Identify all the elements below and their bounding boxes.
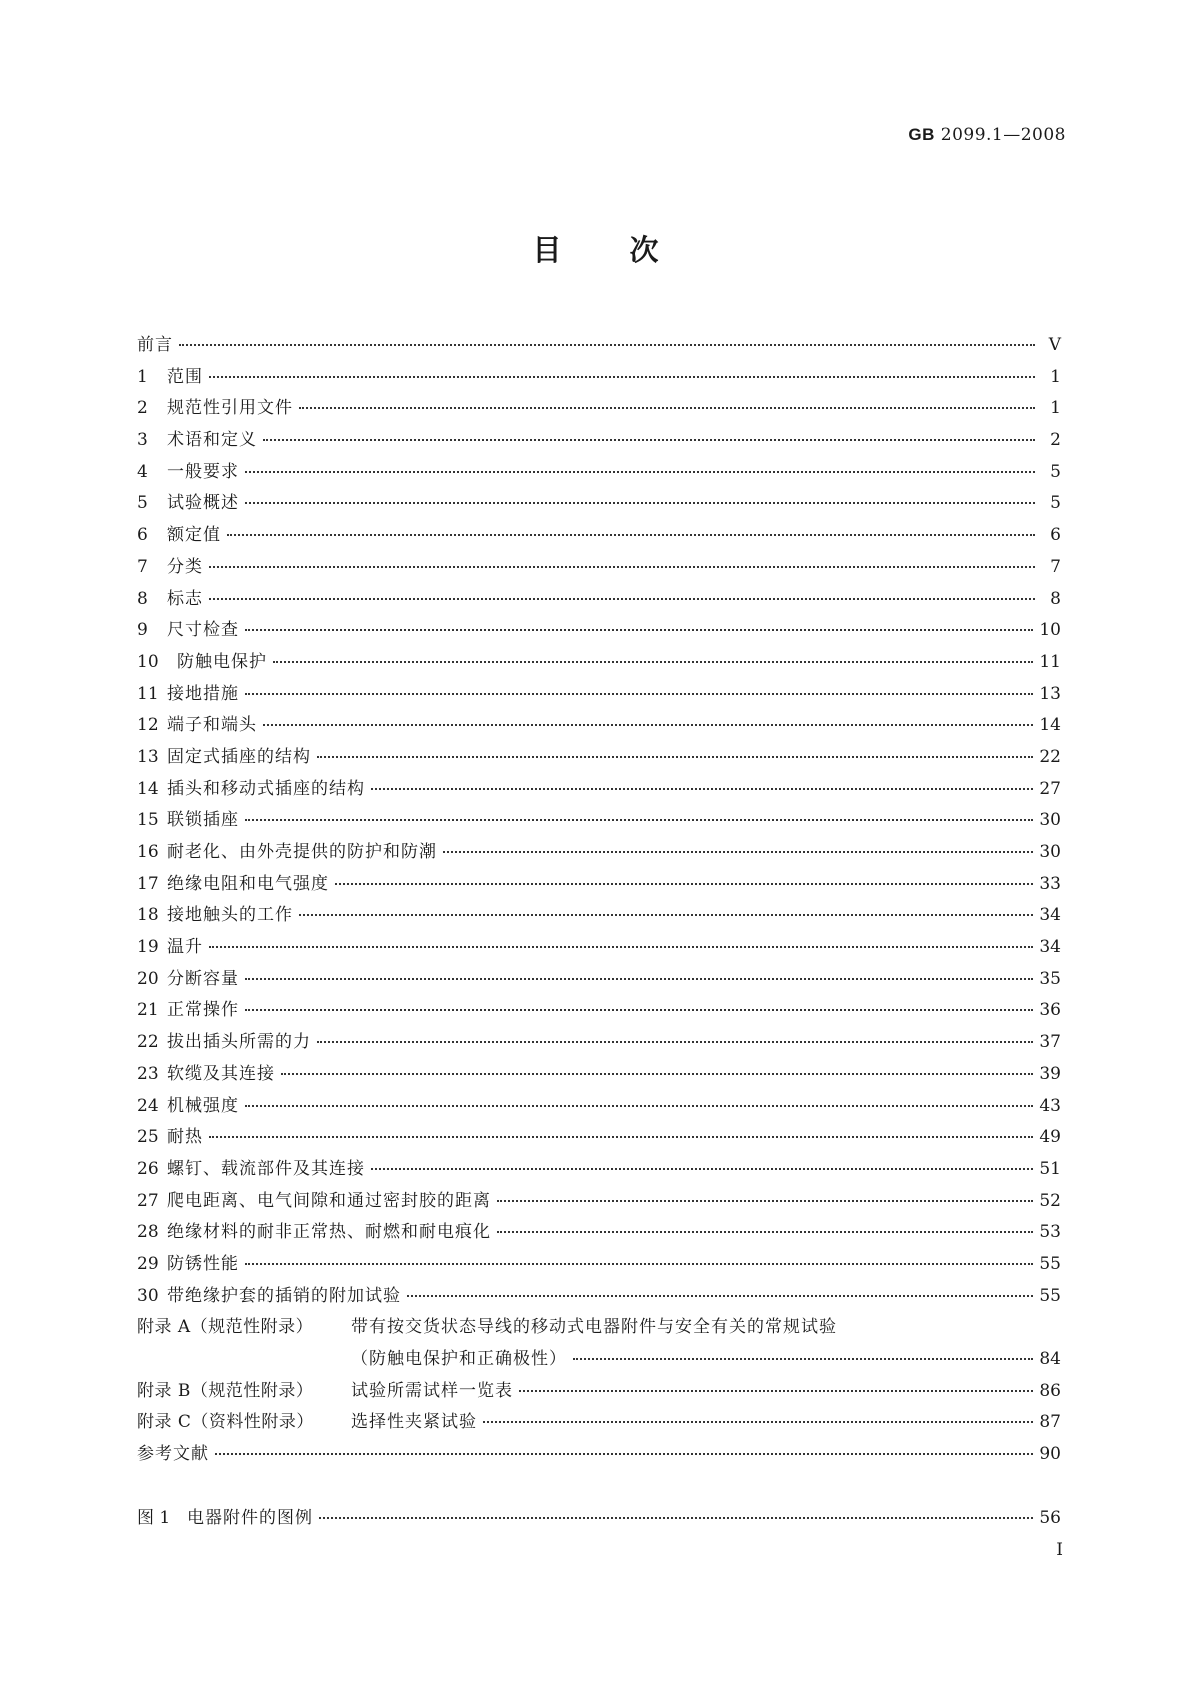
toc-number: 16 <box>137 842 159 862</box>
toc-page: 6 <box>1050 525 1061 546</box>
annex-prefix: 附录 B（规范性附录） <box>137 1380 314 1401</box>
toc-page: 7 <box>1050 556 1061 577</box>
leader-dots <box>371 1167 1033 1170</box>
toc-page: V <box>1048 335 1061 355</box>
toc-entry[interactable] <box>137 584 1061 616</box>
toc-page: 52 <box>1039 1190 1061 1211</box>
toc-label: 分断容量 <box>167 968 239 989</box>
toc-number: 13 <box>137 746 159 767</box>
toc-entry[interactable] <box>137 1091 1061 1123</box>
standard-prefix: GB <box>908 125 935 144</box>
standard-number <box>908 125 1066 145</box>
toc-entry[interactable] <box>137 647 1061 679</box>
toc-entry[interactable] <box>137 615 1061 647</box>
toc-entry-annex-a-continued[interactable] <box>137 1344 1061 1376</box>
leader-dots <box>317 1040 1033 1043</box>
toc-label: 螺钉、载流部件及其连接 <box>167 1158 365 1179</box>
toc-number: 29 <box>137 1253 159 1274</box>
toc-page: 1 <box>1050 366 1061 387</box>
toc-label: 爬电距离、电气间隙和通过密封胶的距离 <box>167 1190 491 1211</box>
toc-label: 耐老化、由外壳提供的防护和防潮 <box>167 842 437 862</box>
toc-label: 固定式插座的结构 <box>167 746 311 767</box>
toc-page: 10 <box>1039 620 1061 641</box>
leader-dots <box>245 628 1033 631</box>
leader-dots <box>245 470 1035 473</box>
toc-number: 15 <box>137 810 159 831</box>
toc-page: 14 <box>1039 715 1061 736</box>
title-char-1: 目 <box>532 233 562 267</box>
leader-dots <box>319 1516 1033 1519</box>
toc-entry[interactable] <box>137 393 1061 425</box>
toc-label: 机械强度 <box>167 1095 239 1116</box>
leader-dots <box>209 597 1035 600</box>
figure-number: 图 1 <box>137 1507 171 1528</box>
toc-page: 37 <box>1039 1032 1061 1053</box>
toc-label: 拔出插头所需的力 <box>167 1032 311 1053</box>
leader-dots <box>263 438 1035 441</box>
leader-dots <box>273 660 1033 663</box>
toc-page: 55 <box>1039 1285 1061 1306</box>
toc-label: 额定值 <box>167 525 221 546</box>
toc-entry[interactable] <box>137 1186 1061 1218</box>
toc-entry-figure-1[interactable] <box>137 1503 1061 1535</box>
leader-dots <box>317 755 1033 758</box>
toc-label: （防触电保护和正确极性） <box>351 1349 567 1369</box>
toc-number: 7 <box>137 556 148 577</box>
leader-dots <box>263 723 1033 726</box>
toc-number: 25 <box>137 1127 159 1148</box>
toc-entry[interactable] <box>137 1122 1061 1154</box>
toc-page: 36 <box>1039 1000 1061 1021</box>
toc-label: 试验概述 <box>167 493 239 514</box>
leader-dots <box>497 1230 1033 1233</box>
leader-dots <box>299 406 1035 409</box>
leader-dots <box>209 1135 1033 1138</box>
toc-label: 电器附件的图例 <box>187 1507 313 1528</box>
toc-number: 9 <box>137 620 148 641</box>
toc-entry[interactable] <box>137 837 1061 869</box>
toc-number: 28 <box>137 1222 159 1243</box>
page-folio: I <box>1056 1540 1063 1560</box>
toc-label: 术语和定义 <box>167 430 257 451</box>
toc-page: 30 <box>1039 810 1061 831</box>
toc-entry[interactable] <box>137 488 1061 520</box>
toc-label: 防锈性能 <box>167 1253 239 1274</box>
toc-number: 19 <box>137 937 159 958</box>
leader-dots <box>335 882 1033 885</box>
toc-entry[interactable] <box>137 932 1061 964</box>
toc-entry-annex-c[interactable] <box>137 1407 1061 1439</box>
toc-page: 2 <box>1050 430 1061 451</box>
toc-entry[interactable] <box>137 679 1061 711</box>
toc-number: 30 <box>137 1285 159 1306</box>
leader-dots <box>281 1072 1033 1075</box>
toc-page: 5 <box>1050 493 1061 514</box>
toc-page: 39 <box>1039 1063 1061 1084</box>
toc-entry[interactable] <box>137 1154 1061 1186</box>
toc-entry[interactable] <box>137 457 1061 489</box>
toc-label: 插头和移动式插座的结构 <box>167 778 365 799</box>
toc-number: 24 <box>137 1095 159 1116</box>
toc-page: 11 <box>1039 651 1061 672</box>
toc-number: 8 <box>137 588 148 609</box>
standard-code: 2099.1—2008 <box>940 125 1066 145</box>
toc-page: 33 <box>1039 873 1061 894</box>
toc-label: 防触电保护 <box>177 651 267 672</box>
toc-entry[interactable] <box>137 362 1061 394</box>
toc-label: 软缆及其连接 <box>167 1063 275 1084</box>
toc-page: 84 <box>1039 1349 1061 1369</box>
toc-number: 17 <box>137 873 159 894</box>
toc-label: 范围 <box>167 366 203 387</box>
toc-label: 带绝缘护套的插销的附加试验 <box>167 1285 401 1306</box>
leader-dots <box>215 1452 1033 1455</box>
toc-page: 5 <box>1050 461 1061 482</box>
toc-number: 2 <box>137 398 148 419</box>
toc-label: 接地措施 <box>167 683 239 704</box>
toc-page: 35 <box>1039 968 1061 989</box>
leader-dots <box>245 977 1033 980</box>
table-of-contents <box>137 330 1061 1534</box>
toc-entry[interactable] <box>137 1217 1061 1249</box>
annex-prefix: 附录 C（资料性附录） <box>137 1412 314 1433</box>
leader-dots <box>179 343 1035 346</box>
toc-page: 49 <box>1039 1127 1061 1148</box>
toc-page: 34 <box>1039 905 1061 926</box>
toc-label: 带有按交货状态导线的移动式电器附件与安全有关的常规试验 <box>351 1317 837 1338</box>
leader-dots <box>497 1199 1033 1202</box>
toc-label: 绝缘电阻和电气强度 <box>167 873 329 894</box>
toc-entry[interactable] <box>137 742 1061 774</box>
section-spacer <box>137 1471 1061 1503</box>
leader-dots <box>299 913 1033 916</box>
toc-number: 4 <box>137 461 148 482</box>
toc-entry-foreword[interactable] <box>137 330 1061 362</box>
toc-page: 27 <box>1039 778 1061 799</box>
leader-dots <box>443 850 1033 853</box>
toc-label: 标志 <box>167 588 203 609</box>
toc-page: 43 <box>1039 1095 1061 1116</box>
toc-page: 51 <box>1039 1158 1061 1179</box>
toc-label: 参考文献 <box>137 1444 209 1465</box>
toc-entry[interactable] <box>137 995 1061 1027</box>
toc-label: 尺寸检查 <box>167 620 239 641</box>
toc-label: 试验所需试样一览表 <box>351 1380 513 1401</box>
toc-entry[interactable] <box>137 869 1061 901</box>
toc-entry[interactable] <box>137 774 1061 806</box>
leader-dots <box>407 1294 1033 1297</box>
toc-number: 6 <box>137 525 148 546</box>
toc-label: 绝缘材料的耐非正常热、耐燃和耐电痕化 <box>167 1222 491 1243</box>
toc-entry[interactable] <box>137 805 1061 837</box>
toc-entry[interactable] <box>137 1027 1061 1059</box>
title-char-2: 次 <box>629 233 659 267</box>
leader-dots <box>245 1104 1033 1107</box>
toc-entry-annex-a[interactable] <box>137 1312 1061 1344</box>
toc-page: 34 <box>1039 937 1061 958</box>
toc-number: 27 <box>137 1190 159 1211</box>
leader-dots <box>245 818 1033 821</box>
toc-number: 20 <box>137 968 159 989</box>
toc-entry[interactable] <box>137 1281 1061 1313</box>
toc-label: 分类 <box>167 556 203 577</box>
toc-label: 温升 <box>167 937 203 958</box>
leader-dots <box>227 533 1035 536</box>
toc-label: 一般要求 <box>167 461 239 482</box>
toc-number: 26 <box>137 1158 159 1179</box>
toc-entry[interactable] <box>137 425 1061 457</box>
toc-entry[interactable] <box>137 1059 1061 1091</box>
leader-dots <box>519 1389 1033 1392</box>
toc-page: 86 <box>1039 1380 1061 1401</box>
leader-dots <box>245 1008 1033 1011</box>
toc-number: 10 <box>137 651 159 672</box>
toc-entry[interactable] <box>137 520 1061 552</box>
toc-page: 13 <box>1039 683 1061 704</box>
toc-page: 53 <box>1039 1222 1061 1243</box>
leader-dots <box>245 692 1033 695</box>
toc-page: 90 <box>1039 1444 1061 1465</box>
toc-number: 18 <box>137 905 159 926</box>
toc-page: 8 <box>1050 588 1061 609</box>
toc-entry[interactable] <box>137 900 1061 932</box>
toc-page: 30 <box>1039 842 1061 862</box>
toc-number: 23 <box>137 1063 159 1084</box>
toc-entry[interactable] <box>137 1249 1061 1281</box>
leader-dots <box>573 1357 1033 1360</box>
leader-dots <box>371 787 1033 790</box>
toc-number: 12 <box>137 715 159 736</box>
toc-page: 55 <box>1039 1253 1061 1274</box>
toc-number: 11 <box>137 683 159 704</box>
toc-page: 56 <box>1039 1507 1061 1528</box>
leader-dots <box>209 375 1035 378</box>
toc-entry[interactable] <box>137 552 1061 584</box>
leader-dots <box>483 1420 1033 1423</box>
leader-dots <box>209 945 1033 948</box>
toc-label: 选择性夹紧试验 <box>351 1412 477 1433</box>
toc-page: 87 <box>1039 1412 1061 1433</box>
toc-entry-annex-b[interactable] <box>137 1376 1061 1408</box>
toc-number: 3 <box>137 430 148 451</box>
toc-label: 规范性引用文件 <box>167 398 293 419</box>
leader-dots <box>245 501 1035 504</box>
toc-label: 前言 <box>137 335 173 355</box>
toc-number: 5 <box>137 493 148 514</box>
toc-number: 22 <box>137 1032 159 1053</box>
toc-number: 14 <box>137 778 159 799</box>
toc-entry[interactable] <box>137 710 1061 742</box>
toc-label: 正常操作 <box>167 1000 239 1021</box>
toc-number: 1 <box>137 366 148 387</box>
toc-label: 接地触头的工作 <box>167 905 293 926</box>
annex-prefix: 附录 A（规范性附录） <box>137 1317 314 1338</box>
toc-page: 1 <box>1050 398 1061 419</box>
toc-page: 22 <box>1039 746 1061 767</box>
leader-dots <box>245 1262 1033 1265</box>
toc-entry-bibliography[interactable] <box>137 1439 1061 1471</box>
toc-entry[interactable] <box>137 964 1061 996</box>
leader-dots <box>209 565 1035 568</box>
toc-number: 21 <box>137 1000 159 1021</box>
page-title <box>0 228 1191 269</box>
toc-label: 耐热 <box>167 1127 203 1148</box>
toc-label: 端子和端头 <box>167 715 257 736</box>
toc-label: 联锁插座 <box>167 810 239 831</box>
